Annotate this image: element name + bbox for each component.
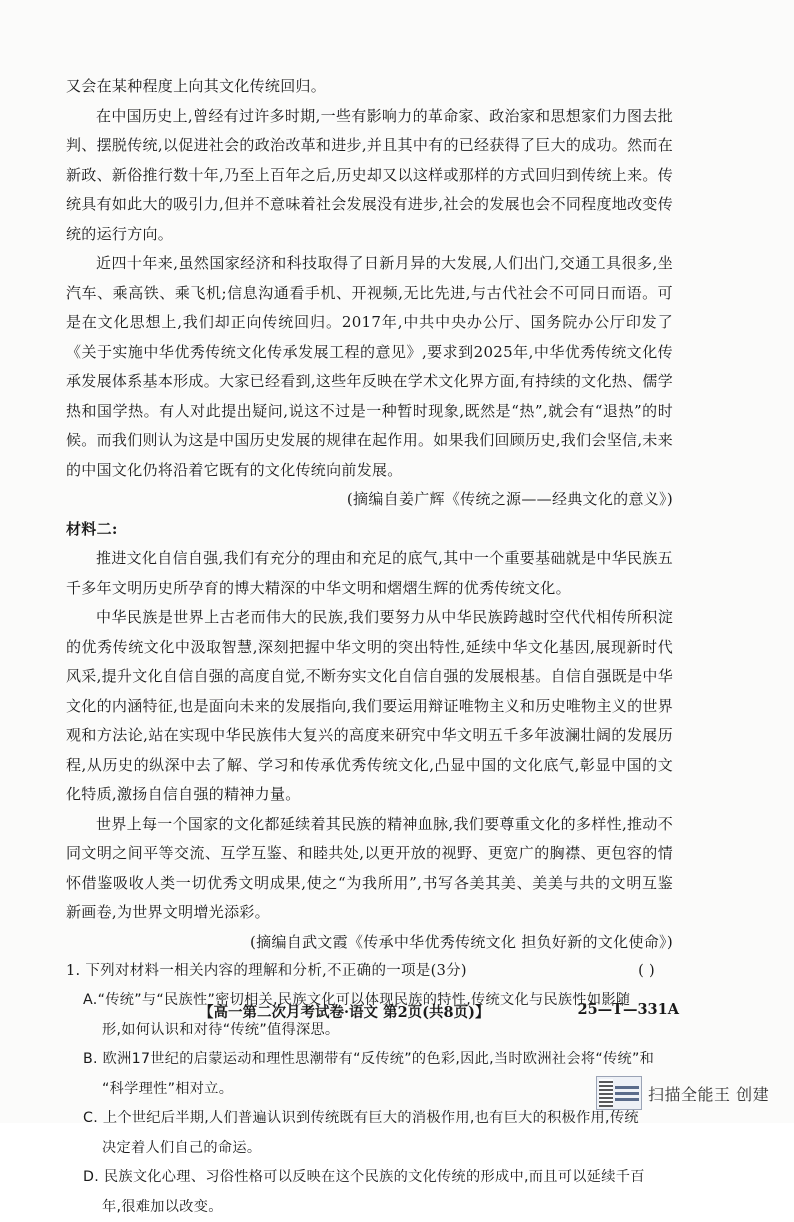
scanner-watermark [596, 1076, 769, 1110]
material-2-heading: 材料二: [66, 515, 673, 545]
qr-code-icon [599, 1079, 613, 1107]
option-b-line2: “科学理性”相对立。 [83, 1075, 673, 1105]
camscanner-logo-icon [596, 1076, 642, 1110]
paragraph-continuation: 又会在某种程度上向其文化传统回归。 [66, 72, 673, 102]
footer-code: 25—T—331A [578, 1001, 680, 1022]
answer-bracket: ( ) [638, 957, 655, 986]
option-b-line1: B. 欧洲17世纪的启蒙运动和理性思潮带有“反传统”的色彩,因此,当时欧洲社会将“传统”和 [83, 1051, 654, 1067]
source-citation-2: (摘编自武文霞《传承中华优秀传统文化 担负好新的文化使命》) [66, 928, 673, 958]
scanner-label: 扫描全能王 创建 [648, 1082, 769, 1105]
question-stem-row [66, 957, 673, 986]
option-c-line2: 决定着人们自己的命运。 [83, 1134, 673, 1164]
source-citation-1: (摘编自姜广辉《传统之源——经典文化的意义》) [66, 485, 673, 515]
option-d-line2: 年,很难加以改变。 [83, 1193, 673, 1222]
paragraph-m2-1: 推进文化自信自强,我们有充分的理由和充足的底气,其中一个重要基础就是中华民族五千多年文明历史所孕育的博大精深的中华文明和熠熠生辉的优秀传统文化。 [66, 544, 673, 603]
footer-title: 【高一第二次月考试卷·语文 第2页(共8页)】 [199, 1001, 490, 1022]
option-a-line2: 形,如何认识和对待“传统”值得深思。 [83, 1016, 673, 1046]
option-b [83, 1045, 673, 1104]
question-1 [66, 957, 673, 1222]
paragraph-history: 在中国历史上,曾经有过许多时期,一些有影响力的革命家、政治家和思想家们力图去批判、摆脱传统,以促进社会的政治改革和进步,并且其中有的已经获得了巨大的成功。然而在新政、新俗推行数十年,乃至上百年之后,历史却又以这样或那样的方式回归到传统上来。传统具有如此大的吸引力,但并不意味着社会发展没有进步,社会的发展也会不同程度地改变传统的运行方向。 [66, 102, 673, 250]
option-c-line1: C. 上个世纪后半期,人们普遍认识到传统既有巨大的消极作用,也有巨大的积极作用,传统 [83, 1110, 639, 1126]
page-footer [199, 1001, 679, 1022]
option-c [83, 1104, 673, 1163]
option-a-line1: A.“传统”与“民族性”密切相关,民族文化可以体现民族的特性,传统文化与民族性如影随 [83, 992, 630, 1008]
question-stem: 1. 下列对材料一相关内容的理解和分析,不正确的一项是(3分) [66, 957, 467, 986]
paragraph-recent-decades: 近四十年来,虽然国家经济和科技取得了日新月异的大发展,人们出门,交通工具很多,坐汽车、乘高铁、乘飞机;信息沟通看手机、开视频,无比先进,与古代社会不可同日而语。可是在文化思想上,我们却正向传统回归。2017年,中共中央办公厅、国务院办公厅印发了《关于实施中华优秀传统文化传承发展工程的意见》,要求到2025年,中华优秀传统文化传承发展体系基本形成。大家已经看到,这些年反映在学术文化界方面,有持续的文化热、儒学热和国学热。有人对此提出疑问,说这不过是一种暂时现象,既然是“热”,就会有“退热”的时候。而我们则认为这是中国历史发展的规律在起作用。如果我们回顾历史,我们会坚信,未来的中国文化仍将沿着它既有的文化传统向前发展。 [66, 249, 673, 485]
option-d-line1: D. 民族文化心理、习俗性格可以反映在这个民族的文化传统的形成中,而且可以延续千百 [83, 1169, 645, 1185]
paragraph-m2-2: 中华民族是世界上古老而伟大的民族,我们要努力从中华民族跨越时空代代相传所积淀的优秀传统文化中汲取智慧,深刻把握中华文明的突出特性,延续中华文化基因,展现新时代风采,提升文化自信自强的高度自觉,不断夯实文化自信自强的发展根基。自信自强既是中华文化的内涵特征,也是面向未来的发展指向,我们要运用辩证唯物主义和历史唯物主义的世界观和方法论,站在实现中华民族伟大复兴的高度来研究中华文明五千多年波澜壮阔的发展历程,从历史的纵深中去了解、学习和传承优秀传统文化,凸显中国的文化底气,彰显中国的文化特质,激扬自信自强的精神力量。 [66, 603, 673, 810]
paragraph-m2-3: 世界上每一个国家的文化都延续着其民族的精神血脉,我们要尊重文化的多样性,推动不同文明之间平等交流、互学互鉴、和睦共处,以更开放的视野、更宽广的胸襟、更包容的情怀借鉴吸收人类一切优秀文明成果,使之“为我所用”,书写各美其美、美美与共的文明互鉴新画卷,为世界文明增光添彩。 [66, 810, 673, 928]
option-d [83, 1163, 673, 1222]
page-content [66, 72, 673, 1222]
